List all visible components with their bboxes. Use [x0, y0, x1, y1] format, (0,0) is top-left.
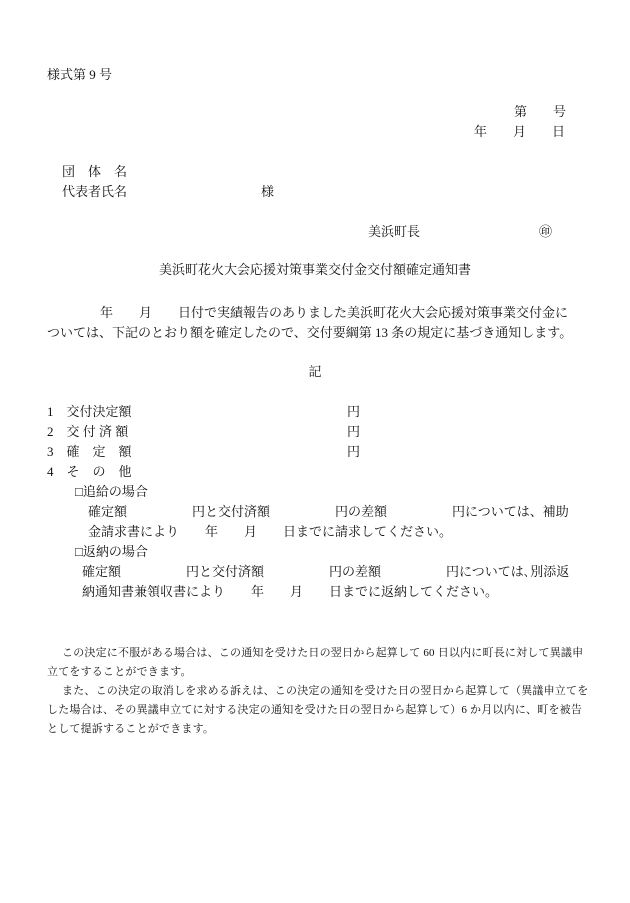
ki-heading: 記 [308, 364, 322, 379]
item-1-unit: 円 [347, 404, 361, 419]
item-2-unit: 円 [347, 424, 361, 439]
item-2-label: 2 交 付 済 額 [47, 424, 129, 439]
form-number: 様式第 9 号 [47, 67, 113, 82]
sender-title: 美浜町長 [368, 224, 421, 239]
additional-line-1: 確定額 円と交付済額 円の差額 円については、補助 [88, 504, 569, 519]
notice-line-2: 立てをすることができます。 [47, 666, 192, 678]
item-3-unit: 円 [347, 444, 361, 459]
representative-label: 代表者氏名 [62, 184, 128, 199]
item-3-label: 3 確 定 額 [47, 444, 132, 459]
issue-date: 年 月 日 [474, 124, 566, 139]
refund-line-1: 確定額 円と交付済額 円の差額 円については､別添返 [82, 564, 570, 579]
refund-line-2: 納通知書兼領収書により 年 月 日までに返納してください。 [82, 584, 499, 599]
notice-line-4: した場合は、その異議申立てに対する決定の通知を受けた日の翌日から起算して）6 か月以内に、町を被告 [47, 704, 583, 716]
notice-line-3: また、この決定の取消しを求める訴えは、この決定の通知を受けた日の翌日から起算して（異議申立てを [62, 685, 589, 697]
notice-line-5: として提訴することができます。 [47, 723, 215, 735]
document-title: 美浜町花火大会応援対策事業交付金交付額確定通知書 [158, 262, 471, 277]
notice-line-1: この決定に不服がある場合は、この通知を受けた日の翌日から起算して 60 日以内に町長に対して異議申 [62, 647, 584, 659]
refund-heading: □返納の場合 [75, 544, 148, 559]
body-line-1: 年 月 日付で実績報告のありました美浜町花火大会応援対策事業交付金に [100, 305, 569, 320]
item-4-label: 4 そ の 他 [47, 464, 132, 479]
additional-line-2: 金請求書により 年 月 日までに請求してください。 [88, 524, 453, 539]
honorific: 様 [261, 184, 275, 199]
document-number: 第 号 [514, 104, 567, 119]
body-line-2: ついては、下記のとおり額を確定したので、交付要綱第 13 条の規定に基づき通知します。 [47, 325, 573, 340]
item-1-label: 1 交付決定額 [47, 404, 132, 419]
additional-heading: □追給の場合 [75, 484, 148, 499]
organization-label: 団 体 名 [62, 164, 128, 179]
seal-mark: ㊞ [539, 224, 553, 239]
